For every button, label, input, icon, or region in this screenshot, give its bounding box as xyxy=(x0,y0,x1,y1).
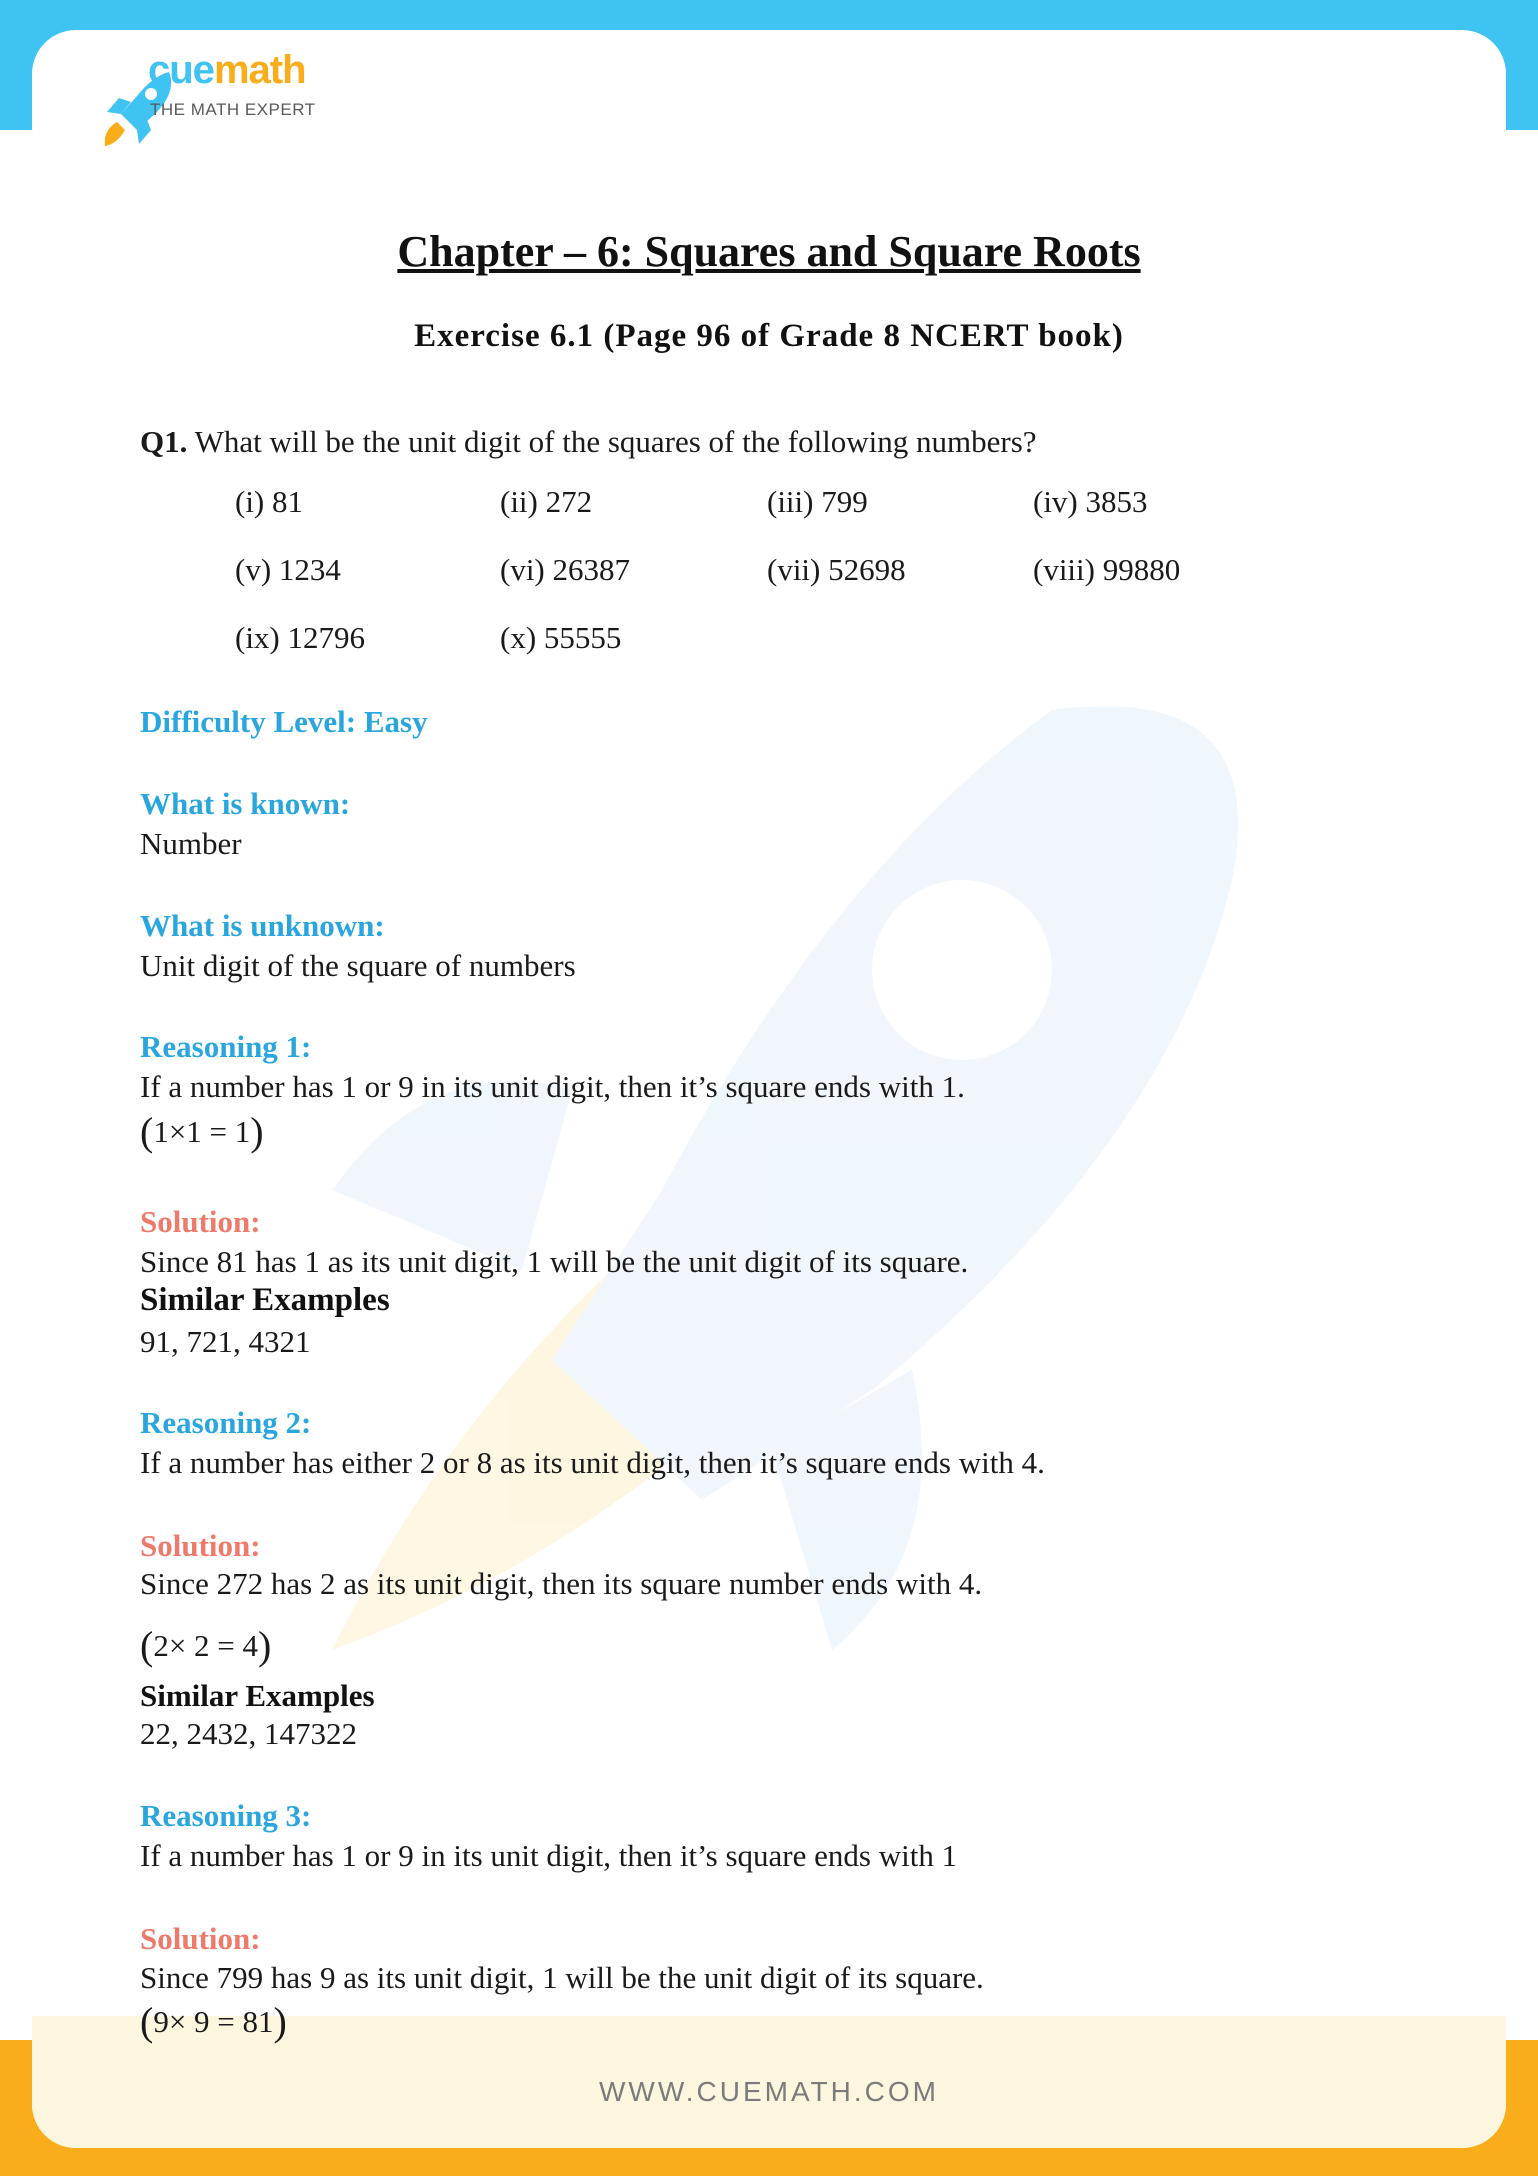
logo-word-math: math xyxy=(213,48,306,92)
solution-2-equation: 2× 2 = 4 xyxy=(153,1628,259,1663)
reasoning-2-heading: Reasoning 2: xyxy=(140,1405,312,1440)
reasoning-3-heading: Reasoning 3: xyxy=(140,1798,312,1833)
known-heading: What is known: xyxy=(140,786,351,821)
question-text: What will be the unit digit of the squares of the following numbers? xyxy=(194,424,1037,459)
option-item: (iii) 799 xyxy=(767,484,868,519)
similar-examples-1-heading: Similar Examples xyxy=(140,1282,390,1318)
option-item: (vi) 26387 xyxy=(500,552,631,587)
logo-tagline: THE MATH EXPERT xyxy=(150,100,316,119)
option-item: (viii) 99880 xyxy=(1033,552,1181,587)
similar-examples-2-heading: Similar Examples xyxy=(140,1678,375,1713)
option-item: (ix) 12796 xyxy=(235,620,366,655)
website-url: WWW.CUEMATH.COM xyxy=(599,2076,939,2107)
difficulty-level: Difficulty Level: Easy xyxy=(140,704,428,739)
solution-3-math: (9× 9 = 81) xyxy=(140,1999,287,2044)
known-text: Number xyxy=(140,826,242,861)
solution-2-heading: Solution: xyxy=(140,1528,261,1563)
option-item: (ii) 272 xyxy=(500,484,593,519)
similar-examples-2: 22, 2432, 147322 xyxy=(140,1716,357,1751)
solution-3-text: Since 799 has 9 as its unit digit, 1 will be the unit digit of its square. xyxy=(140,1960,984,1995)
logo-wordmark xyxy=(148,48,306,93)
unknown-heading: What is unknown: xyxy=(140,908,385,943)
solution-1-heading: Solution: xyxy=(140,1204,261,1239)
option-item: (iv) 3853 xyxy=(1033,484,1148,519)
reasoning-1-heading: Reasoning 1: xyxy=(140,1029,312,1064)
option-item: (i) 81 xyxy=(235,484,304,519)
reasoning-2-text: If a number has either 2 or 8 as its unit digit, then it’s square ends with 4. xyxy=(140,1445,1045,1480)
reasoning-1-text: If a number has 1 or 9 in its unit digit, then it’s square ends with 1. xyxy=(140,1069,965,1104)
solution-2-text: Since 272 has 2 as its unit digit, then its square number ends with 4. xyxy=(140,1566,983,1601)
solution-2-math: (2× 2 = 4) xyxy=(140,1623,272,1668)
similar-examples-1: 91, 721, 4321 xyxy=(140,1324,311,1359)
reasoning-1-math: (1×1 = 1) xyxy=(140,1109,264,1154)
exercise-subtitle: Exercise 6.1 (Page 96 of Grade 8 NCERT book) xyxy=(414,318,1124,354)
reasoning-1-equation: 1×1 = 1 xyxy=(153,1114,251,1149)
solution-1-text: Since 81 has 1 as its unit digit, 1 will be the unit digit of its square. xyxy=(140,1244,969,1279)
solution-3-equation: 9× 9 = 81 xyxy=(153,2004,274,2039)
option-item: (x) 55555 xyxy=(500,620,622,655)
question-line xyxy=(140,424,1037,460)
chapter-title: Chapter – 6: Squares and Square Roots xyxy=(397,227,1141,276)
solution-3-heading: Solution: xyxy=(140,1921,261,1956)
option-item: (vii) 52698 xyxy=(767,552,906,587)
option-item: (v) 1234 xyxy=(235,552,341,587)
reasoning-3-text: If a number has 1 or 9 in its unit digit, then it’s square ends with 1 xyxy=(140,1838,958,1873)
logo-word-cue: cue xyxy=(148,48,214,92)
question-label: Q1. xyxy=(140,424,188,459)
unknown-text: Unit digit of the square of numbers xyxy=(140,948,576,983)
